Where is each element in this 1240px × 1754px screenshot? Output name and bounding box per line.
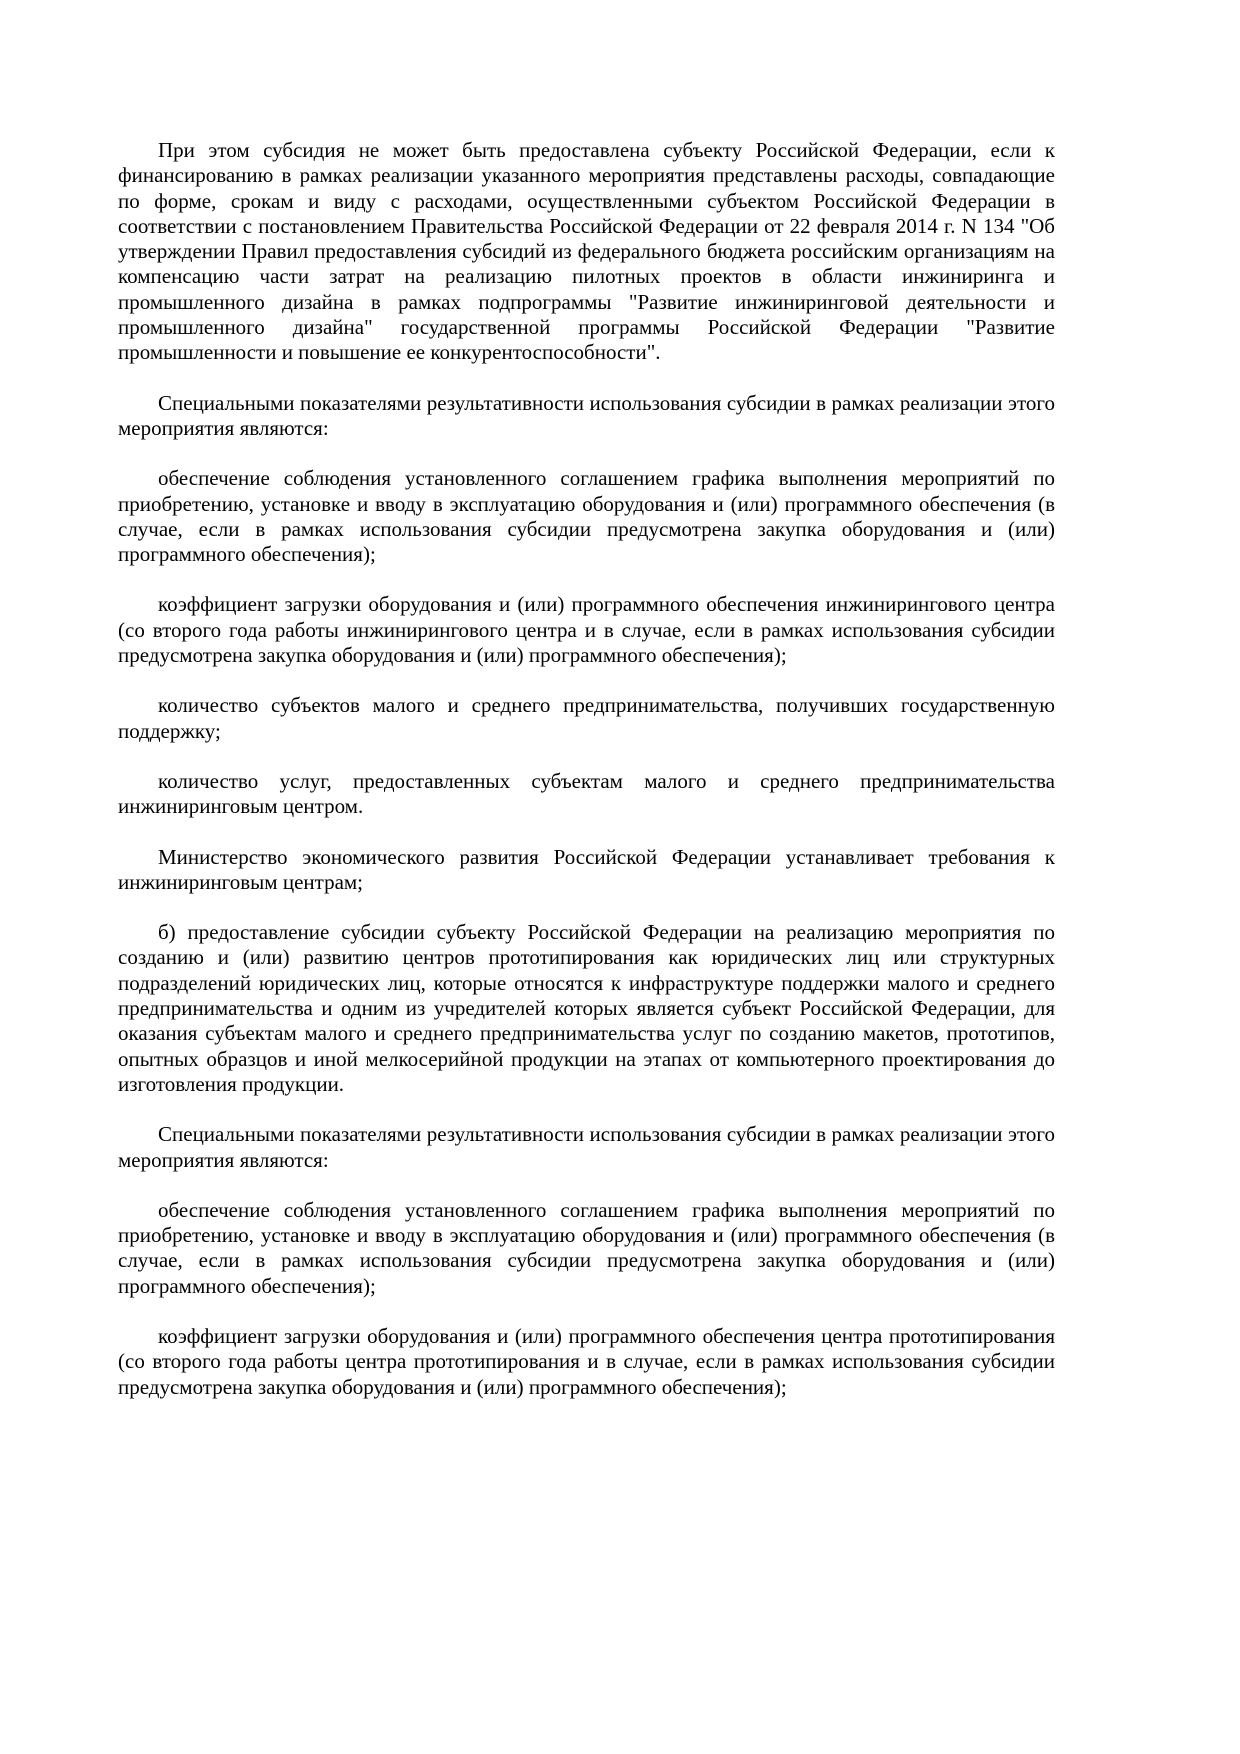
paragraph: обеспечение соблюдения установленного соглашением графика выполнения мероприятий по приобретению, установке и вводу в эксплуатацию оборудования и (или) программного обеспечения (в случае, если в рамках использования субсидии предусмотрена закупка оборудования и (или) программного обеспечения);	[118, 466, 1055, 567]
paragraph: количество субъектов малого и среднего предпринимательства, получивших государственную поддержку;	[118, 693, 1055, 743]
paragraph: коэффициент загрузки оборудования и (или) программного обеспечения центра прототипирования (со второго года работы центра прототипирования и в случае, если в рамках использования субсидии предусмотрена закупка оборудования и (или) программного обеспечения);	[118, 1323, 1055, 1399]
paragraph: Специальными показателями результативности использования субсидии в рамках реализации этого мероприятия являются:	[118, 1122, 1055, 1172]
paragraph: Министерство экономического развития Российской Федерации устанавливает требования к инжиниринговым центрам;	[118, 844, 1055, 894]
paragraph: коэффициент загрузки оборудования и (или) программного обеспечения инжинирингового центра (со второго года работы инжинирингового центра и в случае, если в рамках использования субсидии предусмотрена закупка оборудования и (или) программного обеспечения);	[118, 592, 1055, 668]
paragraph: б) предоставление субсидии субъекту Российской Федерации на реализацию мероприятия по созданию и (или) развитию центров прототипирования как юридических лиц или структурных подразделений юридических лиц, которые относятся к инфраструктуре поддержки малого и среднего предпринимательства и одним из учредителей которых является субъект Российской Федерации, для оказания субъектам малого и среднего предпринимательства услуг по созданию макетов, прототипов, опытных образцов и иной мелкосерийной продукции на этапах от компьютерного проектирования до изготовления продукции.	[118, 920, 1055, 1096]
paragraph: количество услуг, предоставленных субъектам малого и среднего предпринимательства инжиниринговым центром.	[118, 768, 1055, 819]
paragraph: обеспечение соблюдения установленного соглашением графика выполнения мероприятий по приобретению, установке и вводу в эксплуатацию оборудования и (или) программного обеспечения (в случае, если в рамках использования субсидии предусмотрена закупка оборудования и (или) программного обеспечения);	[118, 1197, 1055, 1298]
paragraph: Специальными показателями результативности использования субсидии в рамках реализации этого мероприятия являются:	[118, 390, 1055, 440]
paragraph: При этом субсидия не может быть предоставлена субъекту Российской Федерации, если к финансированию в рамках реализации указанного мероприятия представлены расходы, совпадающие по форме, срокам и виду с расходами, осуществленными субъектом Российской Федерации в соответствии с постановлением Правительства Российской Федерации от 22 февраля 2014 г. N 134 "Об утверждении Правил предоставления субсидий из федерального бюджета российским организациям на компенсацию части затрат на реализацию пилотных проектов в области инжиниринга и промышленного дизайна в рамках подпрограммы "Развитие инжиниринговой деятельности и промышленного дизайна" государственной программы Российской Федерации "Развитие промышленности и повышение ее конкурентоспособности".	[118, 138, 1055, 365]
document-page	[118, 138, 1055, 1425]
